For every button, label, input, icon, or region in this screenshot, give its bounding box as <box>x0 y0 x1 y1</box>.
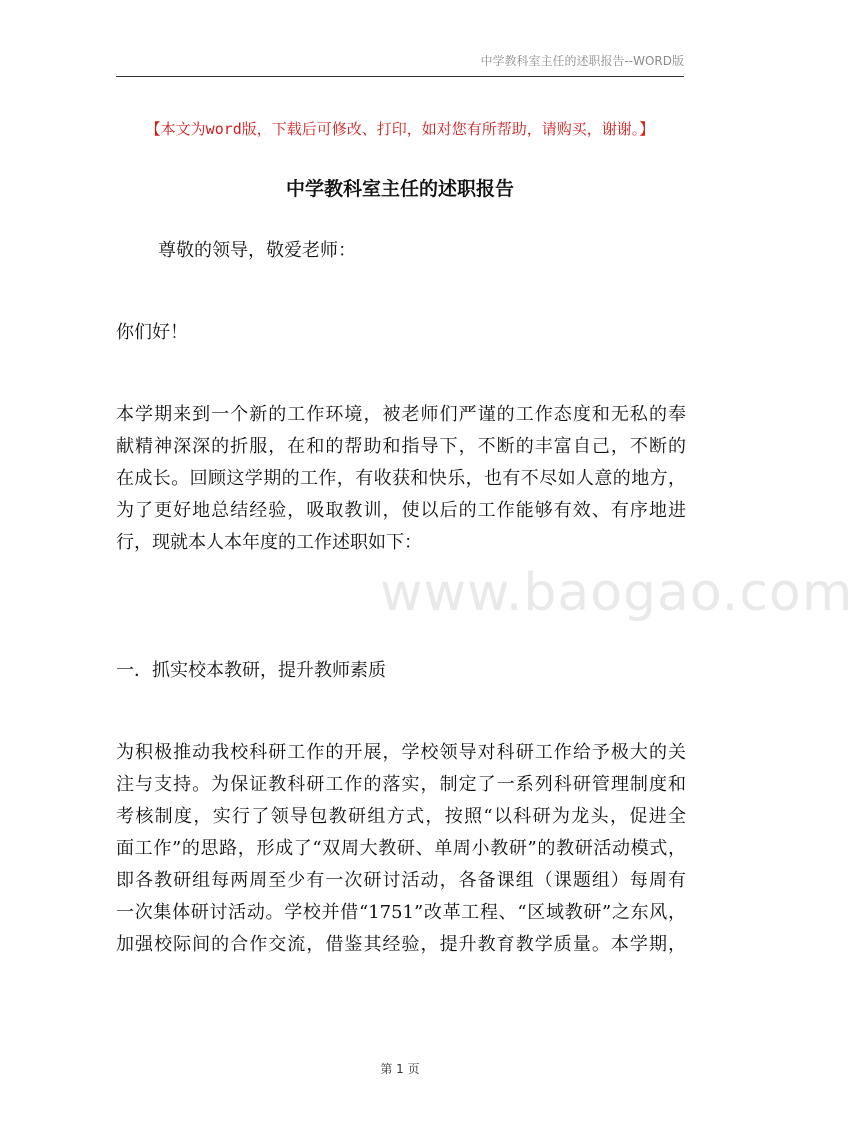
intro-line: 本学期来到一个新的工作环境，被老师们严谨的工作态度和无私的奉 <box>116 404 686 425</box>
page-number: 第 1 页 <box>380 1062 420 1076</box>
section1-line: 为积极推动我校科研工作的开展，学校领导对科研工作给予极大的关 <box>116 742 686 763</box>
section-heading-line: 一．抓实校本教研，提升教师素质 <box>116 660 386 681</box>
intro-paragraph <box>116 399 686 559</box>
section1-line: 加强校际间的合作交流，借鉴其经验，提升教育教学质量。本学期， <box>116 934 686 955</box>
section1-line: 考核制度，实行了领导包教研组方式，按照“以科研为龙头，促进全 <box>116 806 686 827</box>
greeting-paragraph <box>116 317 686 349</box>
watermark: www.baogao.com <box>380 563 853 623</box>
document-title: 中学教科室主任的述职报告 <box>285 178 514 200</box>
section1-line: 面工作”的思路，形成了“双周大教研、单周小教研”的教研活动模式， <box>116 838 686 859</box>
section1-line: 一次集体研讨活动。学校并借“1751”改革工程、“区域教研”之东风， <box>116 902 686 923</box>
intro-line: 为了更好地总结经验，吸取教训，使以后的工作能够有效、有序地进 <box>116 500 686 521</box>
intro-line: 行，现就本人本年度的工作述职如下： <box>116 532 422 553</box>
salutation-paragraph <box>116 235 686 267</box>
intro-line: 在成长。回顾这学期的工作，有收获和快乐，也有不尽如人意的地方， <box>116 468 686 489</box>
section1-line: 注与支持。为保证教科研工作的落实，制定了一系列科研管理制度和 <box>116 774 686 795</box>
intro-line: 献精神深深的折服，在和的帮助和指导下，不断的丰富自己，不断的 <box>116 436 686 457</box>
section1-heading <box>116 655 686 687</box>
header-divider <box>116 76 684 77</box>
salutation-line: 尊敬的领导，敬爱老师： <box>158 240 356 261</box>
running-header: 中学教科室主任的述职报告--WORD版 <box>480 54 684 68</box>
download-notice: 【本文为word版，下载后可修改、打印，如对您有所帮助，请购买，谢谢。】 <box>145 120 655 138</box>
section1-paragraph <box>116 737 686 961</box>
section1-line: 即各教研组每两周至少有一次研讨活动，各备课组（课题组）每周有 <box>116 870 686 891</box>
greeting-line: 你们好！ <box>116 322 188 343</box>
